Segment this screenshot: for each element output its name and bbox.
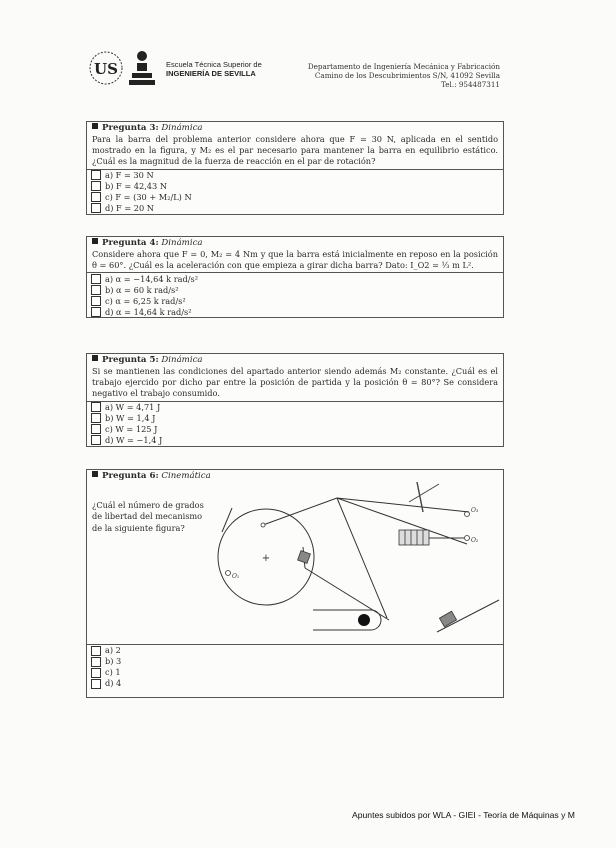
checkbox[interactable] bbox=[91, 285, 101, 295]
footer-text: Apuntes subidos por WLA - GIEI - Teoría de Máquinas y M bbox=[352, 810, 575, 820]
checkbox[interactable] bbox=[91, 192, 101, 202]
checkbox[interactable] bbox=[91, 413, 101, 423]
question-6 bbox=[86, 469, 504, 698]
question-4-options bbox=[87, 272, 503, 317]
question-5-options bbox=[87, 401, 503, 446]
option-b[interactable]: b) 3 bbox=[87, 656, 503, 667]
question-3 bbox=[86, 121, 504, 215]
option-a[interactable]: a) 2 bbox=[87, 645, 503, 656]
option-c[interactable]: c) 1 bbox=[87, 667, 503, 678]
department-info: Departamento de Ingeniería Mecánica y Fabricación Camino de los Descubrimientos S/N, 41092 Sevilla Tel.: 954487311 bbox=[307, 62, 500, 89]
question-4-header: Pregunta 4: Dinámica bbox=[87, 237, 503, 249]
checkbox[interactable] bbox=[91, 274, 101, 284]
checkbox[interactable] bbox=[91, 646, 101, 656]
svg-text:+: + bbox=[261, 553, 271, 564]
option-a[interactable]: a) α = −14,64 k rad/s² bbox=[87, 273, 503, 284]
option-d[interactable]: d) W = −1,4 J bbox=[87, 435, 503, 446]
option-d[interactable]: d) α = 14,64 k rad/s² bbox=[87, 306, 503, 317]
question-3-text: Para la barra del problema anterior considere ahora que F = 30 N, aplicada en el sentido mostrado en la figura, y M₂ es el par necesario para mantener la barra en equilibrio estático. ¿Cuál es la magnitud de la fuerza de reacción en el par de rotación? bbox=[92, 134, 498, 167]
label-o3: O₃ bbox=[471, 507, 479, 514]
option-d[interactable]: d) 4 bbox=[87, 678, 503, 689]
etsi-logo-icon bbox=[128, 50, 156, 88]
question-6-header: Pregunta 6: Cinemática bbox=[87, 470, 503, 482]
option-d[interactable]: d) F = 20 N bbox=[87, 203, 503, 214]
question-4 bbox=[86, 236, 504, 318]
school-name: Escuela Técnica Superior de INGENIERÍA DE SEVILLA bbox=[166, 60, 262, 78]
question-6-options bbox=[87, 644, 503, 689]
checkbox[interactable] bbox=[91, 181, 101, 191]
svg-text:US: US bbox=[94, 60, 118, 78]
option-c[interactable]: c) W = 125 J bbox=[87, 424, 503, 435]
mechanism-figure bbox=[209, 482, 501, 650]
option-c[interactable]: c) F = (30 + M₂/L) N bbox=[87, 192, 503, 203]
checkbox[interactable] bbox=[91, 307, 101, 317]
checkbox[interactable] bbox=[91, 435, 101, 445]
checkbox[interactable] bbox=[91, 657, 101, 667]
checkbox[interactable] bbox=[91, 296, 101, 306]
checkbox[interactable] bbox=[91, 424, 101, 434]
label-o2: O₂ bbox=[471, 537, 479, 544]
university-seal-logo bbox=[88, 50, 124, 86]
question-3-options bbox=[87, 169, 503, 214]
option-a[interactable]: a) W = 4,71 J bbox=[87, 402, 503, 413]
question-5-header: Pregunta 5: Dinámica bbox=[87, 354, 503, 366]
question-4-text: Considere ahora que F = 0, M₂ = 4 Nm y que la barra está inicialmente en reposo en la posición θ = 60°. ¿Cuál es la aceleración con que empieza a girar dicha barra? Dato: I_O2 = ⅓ m L². bbox=[92, 249, 498, 271]
option-b[interactable]: b) α = 60 k rad/s² bbox=[87, 284, 503, 295]
question-3-header: Pregunta 3: Dinámica bbox=[87, 122, 503, 134]
checkbox[interactable] bbox=[91, 679, 101, 689]
question-6-text: ¿Cuál el número de grados de libertad del mecanismo de la siguiente figura? bbox=[92, 500, 204, 533]
option-c[interactable]: c) α = 6,25 k rad/s² bbox=[87, 295, 503, 306]
checkbox[interactable] bbox=[91, 668, 101, 678]
option-b[interactable]: b) W = 1,4 J bbox=[87, 413, 503, 424]
label-o1: O₁ bbox=[232, 573, 240, 580]
checkbox[interactable] bbox=[91, 170, 101, 180]
checkbox[interactable] bbox=[91, 203, 101, 213]
question-5 bbox=[86, 353, 504, 447]
option-b[interactable]: b) F = 42,43 N bbox=[87, 181, 503, 192]
option-a[interactable]: a) F = 30 N bbox=[87, 170, 503, 181]
checkbox[interactable] bbox=[91, 402, 101, 412]
question-5-text: Si se mantienen las condiciones del apartado anterior siendo además M₂ constante. ¿Cuál es el trabajo ejercido por dicho par entre la posición de partida y la posición θ = 80°? Se considera negativo el trabajo consumido. bbox=[92, 366, 498, 399]
